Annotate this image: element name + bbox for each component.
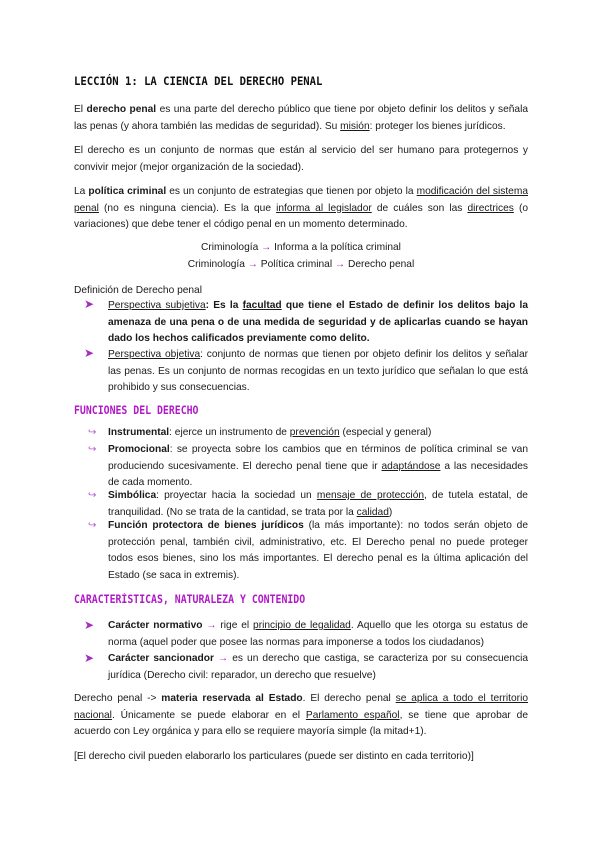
arrow-bullet-icon: ➤ xyxy=(84,651,95,665)
definition-subjective xyxy=(108,298,528,348)
center-line-1 xyxy=(74,240,528,257)
text: es un derecho que castiga, se caracteriza por su consecuencia jurídica (Derecho civil: reparador, un derecho que resuelve) xyxy=(108,653,528,681)
underlined-term: misión xyxy=(340,120,370,132)
text: . Únicamente se puede elaborar en el xyxy=(111,709,306,721)
function-item xyxy=(108,518,528,584)
text: ) xyxy=(388,506,393,518)
definition-objective xyxy=(108,347,528,397)
text: (o variaciones) que debe tener el código penal en un momento determinado. xyxy=(74,202,529,230)
underlined-term: Perspectiva subjetiva xyxy=(108,300,206,311)
underlined-term: modificación del sistema penal xyxy=(74,186,528,214)
text: : proyectar hacia la sociedad un xyxy=(156,490,317,501)
page-title: LECCIÓN 1: LA CIENCIA DEL DERECHO PENAL xyxy=(74,74,323,88)
text: La xyxy=(74,186,89,197)
text: : ejerce un instrumento de xyxy=(169,427,290,438)
curved-arrow-bullet-icon: ↪ xyxy=(88,520,97,531)
section-heading-functions: FUNCIONES DEL DERECHO xyxy=(74,404,199,417)
bold-term: derecho penal xyxy=(86,104,157,115)
text: : se proyecta sobre los cambios que en términos de política criminal se van produciendo sucesivamente. El derecho penal tiene que ir xyxy=(108,444,528,472)
text: . El derecho penal xyxy=(302,693,396,704)
underlined-term: calidad xyxy=(356,506,389,518)
text: : Es la xyxy=(205,300,243,311)
text: rige el xyxy=(216,620,254,631)
characteristic-item xyxy=(108,651,528,684)
text: Derecho penal -> xyxy=(74,693,162,704)
intro-paragraph-3 xyxy=(74,184,528,234)
arrow-right-icon: → xyxy=(218,653,229,664)
text: Informa a la política criminal xyxy=(271,242,401,253)
underlined-term: se aplica a todo el territorio nacional xyxy=(74,693,529,721)
underlined-term: adaptándose xyxy=(381,460,441,472)
text: de cuáles son las xyxy=(371,202,468,214)
definition-heading: Definición de Derecho penal xyxy=(74,285,202,296)
bold-term: Carácter normativo xyxy=(108,620,203,631)
intro-paragraph-2: El derecho es un conjunto de normas que están al servicio del ser humano para protegernos y convivir mejor (mejor organización de la sociedad). xyxy=(74,145,528,173)
arrow-bullet-icon: ➤ xyxy=(84,618,95,632)
text: (la más importante): no todos serán objeto de protección penal, también civil, administrativo, etc. El Derecho penal no puede proteger todos esos bienes, sino los más importantes. El derecho penal es la última aplicación del Estado (se saca in extremis). xyxy=(108,520,528,581)
function-item xyxy=(108,488,528,521)
function-item xyxy=(108,442,528,492)
text: . Aquello que les otorga su estatus de norma (aquel poder que posee las normas para imponerse a todos los ciudadanos) xyxy=(108,620,528,648)
underlined-term: informa al legislador xyxy=(276,202,372,214)
underlined-term: Perspectiva objetiva xyxy=(108,349,201,360)
underlined-term: Parlamento español xyxy=(305,709,400,721)
bold-term: Simbólica xyxy=(108,490,157,501)
text: : proteger los bienes jurídicos. xyxy=(369,120,506,132)
arrow-right-icon: → xyxy=(261,242,272,253)
text: , se tiene que aprobar de acuerdo con Ley orgánica y para ello se requiere mayoría simple (la mitad+1). xyxy=(74,709,528,737)
text: Criminología xyxy=(187,259,248,270)
underlined-term: directrices xyxy=(467,202,514,214)
characteristics-paragraph xyxy=(74,691,528,741)
underlined-term: facultad xyxy=(242,300,282,311)
bold-term: materia reservada al Estado xyxy=(161,693,303,704)
text: (especial y general) xyxy=(339,427,432,438)
text: El xyxy=(74,104,87,115)
text: Política criminal xyxy=(257,259,335,270)
arrow-right-icon: → xyxy=(206,620,217,631)
text: , de tutela estatal, de tranquilidad. (No se trata de la cantidad, se trata por la xyxy=(108,490,528,518)
bold-term: política criminal xyxy=(88,186,167,197)
intro-paragraph-1 xyxy=(74,102,528,135)
text: es una parte del derecho público que tiene por objeto definir los delitos y señala las penas (y ahora también las medidas de seguridad). Su xyxy=(74,104,529,132)
arrow-right-icon: → xyxy=(334,259,346,270)
text: es un conjunto de estrategias que tienen por objeto la xyxy=(166,186,417,197)
curved-arrow-bullet-icon: ↪ xyxy=(88,490,97,501)
arrow-bullet-icon: ➤ xyxy=(84,297,95,311)
curved-arrow-bullet-icon: ↪ xyxy=(88,427,97,438)
civil-law-note: [El derecho civil pueden elaborarlo los particulares (puede ser distinto en cada territorio)] xyxy=(74,751,474,762)
arrow-bullet-icon: ➤ xyxy=(84,346,95,360)
text: : conjunto de normas que tienen por objeto definir los delitos y señalar las penas. Es un conjunto de normas recogidas en un texto jurídico que señalan lo que está prohibido y sus consecuencias. xyxy=(108,349,529,393)
underlined-term: principio de legalidad xyxy=(253,620,351,631)
text: a las necesidades de cada momento. xyxy=(108,460,528,488)
text: (no es ninguna ciencia). Es la que xyxy=(98,202,277,214)
bold-term: Promocional xyxy=(108,444,170,455)
function-item xyxy=(108,425,528,442)
center-line-2 xyxy=(74,257,528,274)
bold-term: Carácter sancionador xyxy=(108,653,214,664)
underlined-term: prevención xyxy=(289,427,340,438)
underlined-term: mensaje de protección xyxy=(316,490,425,501)
curved-arrow-bullet-icon: ↪ xyxy=(88,444,97,455)
bold-term: Función protectora de bienes jurídicos xyxy=(108,520,304,531)
text: Criminología xyxy=(201,242,262,253)
text: que tiene el Estado de definir los delitos bajo la amenaza de una pena o de una medida de seguridad y de aplicarlas cuando se hayan dado los hechos calificados previamente como delito. xyxy=(108,300,529,344)
characteristic-item xyxy=(108,618,528,651)
text: Derecho penal xyxy=(345,259,415,270)
arrow-right-icon: → xyxy=(247,259,258,270)
bold-term: Instrumental xyxy=(108,427,170,438)
section-heading-characteristics: CARACTERÍSTICAS, NATURALEZA Y CONTENIDO xyxy=(74,593,306,606)
